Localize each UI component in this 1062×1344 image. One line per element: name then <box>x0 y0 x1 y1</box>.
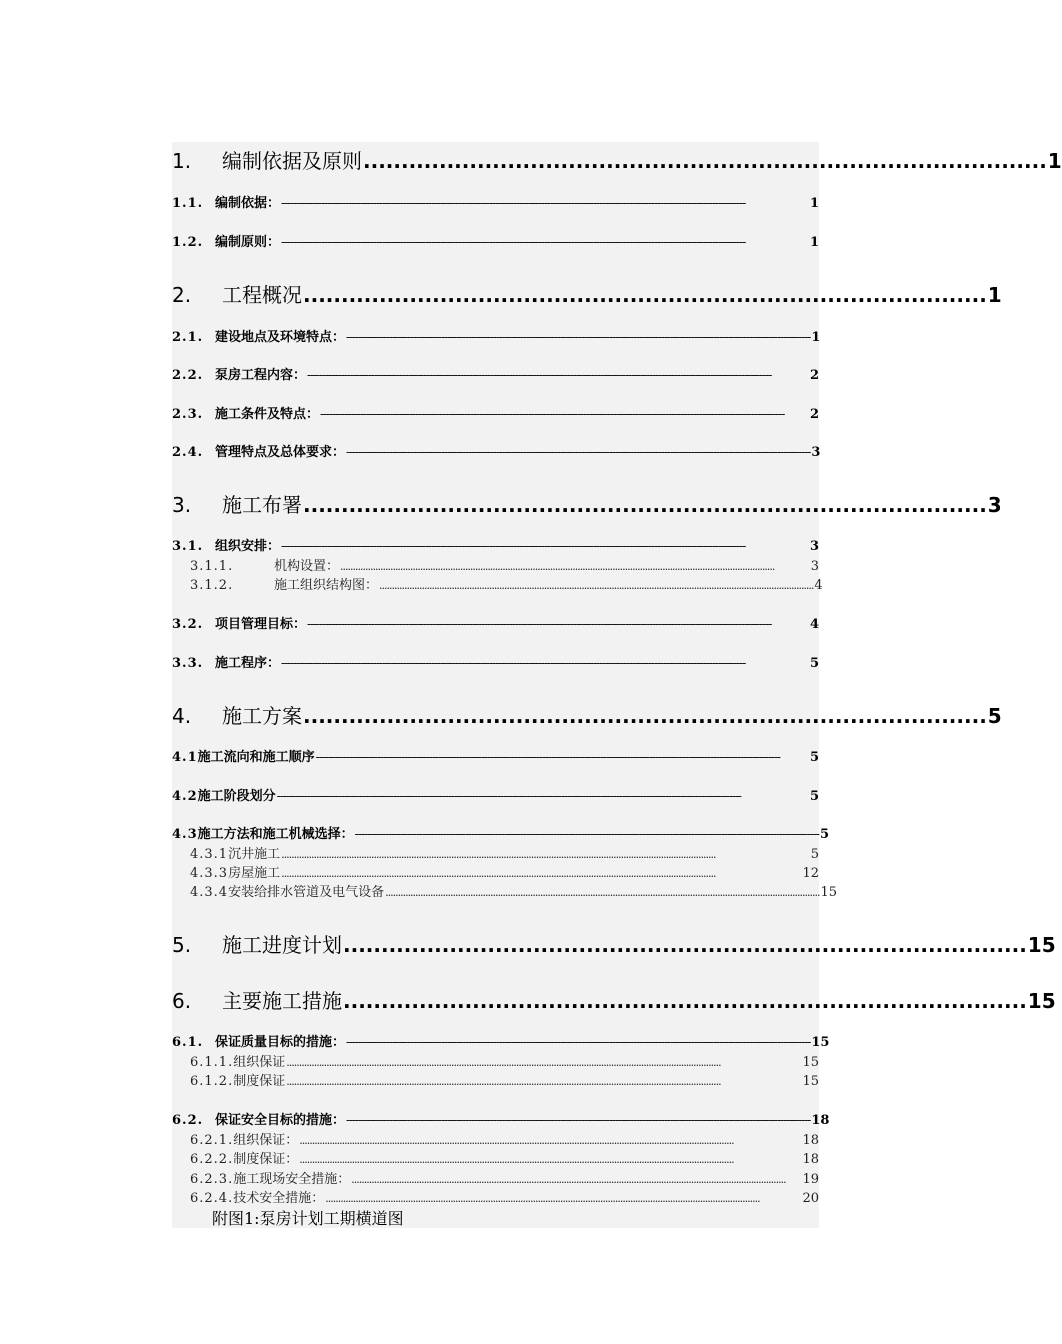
toc-entry-number: 4.3.3 <box>190 866 229 881</box>
toc-entry-number: 2.1. <box>172 330 204 345</box>
toc-entry-6-2-1[interactable] <box>190 1129 819 1148</box>
dot-leader: .......................................................................................... <box>363 149 1047 173</box>
toc-entry-3[interactable] <box>172 489 1002 518</box>
toc-entry-3-1-1[interactable] <box>190 555 819 574</box>
dot-leader: .............................................................................................................................................................................. <box>286 1075 721 1088</box>
toc-entry-number: 4.3.1 <box>190 847 229 862</box>
toc-entry-3-2[interactable] <box>172 613 819 632</box>
toc-entry-2-2[interactable] <box>172 364 819 383</box>
dot-leader: .............................................................................................................................................................................. <box>286 1056 721 1069</box>
toc-entry-1-1[interactable] <box>172 192 819 211</box>
toc-entry-title: 组织保证： <box>233 1133 299 1148</box>
toc-entry-page: 5 <box>810 847 819 862</box>
toc-entry-4[interactable] <box>172 700 1002 729</box>
appendix-line: 附图1:泵房计划工期横道图 <box>212 1209 404 1228</box>
toc-entry-page: 15 <box>802 1055 819 1070</box>
toc-entry-number: 4.3 <box>172 827 198 842</box>
toc-entry-4-3-4[interactable] <box>190 881 838 900</box>
toc-entry-number: 3.1. <box>172 539 204 554</box>
dash-leader: -------------------------------------------------------------------------------------------------------------------------------------------------------- <box>281 656 746 670</box>
toc-entry-number: 2.3. <box>172 407 204 422</box>
toc-entry-number: 6.1. <box>172 1035 204 1050</box>
toc-entry-title: 制度保证： <box>233 1152 299 1167</box>
toc-entry-page: 1 <box>1047 149 1062 173</box>
toc-entry-6-1-1[interactable] <box>190 1051 819 1070</box>
toc-entry-number: 1.1. <box>172 196 204 211</box>
toc-entry-title: 管理特点及总体要求： <box>215 445 346 460</box>
toc-entry-number: 3.3. <box>172 656 204 671</box>
dash-leader: -------------------------------------------------------------------------------------------------------------------------------------------------------- <box>346 445 811 459</box>
toc-entry-title: 保证安全目标的措施： <box>215 1113 346 1128</box>
toc-entry-number: 6.2.2. <box>190 1152 234 1167</box>
toc-entry-6-1[interactable] <box>172 1031 830 1050</box>
toc-entry-page: 1 <box>811 330 821 345</box>
toc-entry-2[interactable] <box>172 279 1002 308</box>
dot-leader: .......................................................................................... <box>303 704 987 728</box>
toc-entry-title: 保证质量目标的措施： <box>215 1035 346 1050</box>
toc-entry-number: 6.2.4. <box>190 1191 234 1206</box>
toc-entry-number: 3.1.2. <box>190 578 234 593</box>
toc-entry-page: 12 <box>802 866 819 881</box>
toc-entry-title: 施工条件及特点： <box>215 407 320 422</box>
toc-entry-page: 15 <box>1027 989 1056 1013</box>
toc-entry-page: 15 <box>1027 933 1056 957</box>
toc-entry-page: 1 <box>809 235 819 250</box>
toc-entry-title: 组织保证 <box>233 1055 286 1070</box>
toc-entry-title: 沉井施工 <box>228 847 281 862</box>
toc-entry-title: 机构设置： <box>274 559 340 574</box>
toc-entry-page: 3 <box>809 539 819 554</box>
toc-entry-title: 施工布署 <box>222 493 302 517</box>
toc-entry-3-1-2[interactable] <box>190 574 823 593</box>
toc-entry-title: 施工方法和施工机械选择： <box>197 827 354 842</box>
toc-entry-title: 建设地点及环境特点： <box>215 330 346 345</box>
toc-entry-page: 4 <box>814 578 823 593</box>
toc-entry-page: 20 <box>802 1191 819 1206</box>
dot-leader: .......................................................................................... <box>303 283 987 307</box>
dot-leader: .............................................................................................................................................................................. <box>299 1153 734 1166</box>
toc-entry-number: 4.3.4 <box>190 885 229 900</box>
dash-leader: -------------------------------------------------------------------------------------------------------------------------------------------------------- <box>346 330 811 344</box>
toc-entry-title: 技术安全措施： <box>233 1191 325 1206</box>
toc-entry-title: 施工组织结构图： <box>274 578 379 593</box>
dot-leader: .............................................................................................................................................................................. <box>325 1192 760 1205</box>
dash-leader: -------------------------------------------------------------------------------------------------------------------------------------------------------- <box>307 368 772 382</box>
toc-entry-number: 2. <box>172 283 192 307</box>
toc-entry-page: 19 <box>802 1172 819 1187</box>
toc-entry-title: 施工现场安全措施： <box>233 1172 351 1187</box>
dot-leader: .............................................................................................................................................................................. <box>351 1173 786 1186</box>
toc-entry-page: 2 <box>809 407 819 422</box>
dot-leader: .............................................................................................................................................................................. <box>340 560 775 573</box>
dot-leader: .............................................................................................................................................................................. <box>385 886 820 899</box>
toc-entry-page: 4 <box>809 617 819 632</box>
toc-entry-number: 2.2. <box>172 368 204 383</box>
toc-entry-number: 6. <box>172 989 192 1013</box>
toc-entry-number: 1. <box>172 149 192 173</box>
toc-entry-title: 施工程序： <box>215 656 281 671</box>
toc-entry-title: 房屋施工 <box>228 866 281 881</box>
toc-entry-page: 5 <box>809 789 819 804</box>
toc-entry-page: 3 <box>811 445 821 460</box>
toc-entry-page: 3 <box>987 493 1002 517</box>
toc-entry-4-1[interactable] <box>172 746 819 765</box>
dot-leader: .............................................................................................................................................................................. <box>281 867 716 880</box>
toc-entry-page: 1 <box>987 283 1002 307</box>
toc-entry-6-1-2[interactable] <box>190 1070 819 1089</box>
toc-entry-2-3[interactable] <box>172 403 819 422</box>
toc-entry-1[interactable] <box>172 145 1062 174</box>
toc-entry-6-2-3[interactable] <box>190 1168 819 1187</box>
dash-leader: -------------------------------------------------------------------------------------------------------------------------------------------------------- <box>354 827 819 841</box>
toc-entry-page: 15 <box>802 1074 819 1089</box>
dot-leader: .............................................................................................................................................................................. <box>379 579 814 592</box>
toc-entry-4-3-3[interactable] <box>190 862 819 881</box>
dot-leader: .............................................................................................................................................................................. <box>281 848 716 861</box>
dot-leader: .......................................................................................... <box>303 493 987 517</box>
toc-entry-number: 6.2.1. <box>190 1133 234 1148</box>
toc-entry-title: 制度保证 <box>233 1074 286 1089</box>
dash-leader: -------------------------------------------------------------------------------------------------------------------------------------------------------- <box>346 1113 811 1127</box>
toc-entry-page: 3 <box>810 559 819 574</box>
table-of-contents <box>172 142 1062 1228</box>
toc-entry-1-2[interactable] <box>172 231 819 250</box>
toc-entry-title: 施工进度计划 <box>222 933 342 957</box>
toc-entry-6-2[interactable] <box>172 1109 830 1128</box>
dash-leader: -------------------------------------------------------------------------------------------------------------------------------------------------------- <box>320 407 785 421</box>
toc-entry-number: 4. <box>172 704 192 728</box>
toc-entry-number: 3.2. <box>172 617 204 632</box>
toc-entry-title: 编制依据及原则 <box>222 149 362 173</box>
toc-entry-number: 4.2 <box>172 789 198 804</box>
toc-entry-title: 施工阶段划分 <box>197 789 276 804</box>
toc-entry-2-1[interactable] <box>172 326 819 345</box>
dash-leader: -------------------------------------------------------------------------------------------------------------------------------------------------------- <box>281 196 746 210</box>
toc-entry-title: 施工流向和施工顺序 <box>197 750 315 765</box>
toc-entry-3-3[interactable] <box>172 652 819 671</box>
toc-entry-number: 6.1.2. <box>190 1074 234 1089</box>
toc-entry-title: 组织安排： <box>215 539 281 554</box>
toc-entry-number: 3. <box>172 493 192 517</box>
toc-entry-title: 工程概况 <box>222 283 302 307</box>
toc-entry-page: 5 <box>809 750 819 765</box>
toc-entry-title: 编制原则： <box>215 235 281 250</box>
dash-leader: -------------------------------------------------------------------------------------------------------------------------------------------------------- <box>315 750 780 764</box>
toc-entry-page: 18 <box>811 1113 830 1128</box>
toc-entry-page: 1 <box>809 196 819 211</box>
toc-entry-number: 1.2. <box>172 235 204 250</box>
dash-leader: -------------------------------------------------------------------------------------------------------------------------------------------------------- <box>307 617 772 631</box>
toc-entry-number: 4.1 <box>172 750 198 765</box>
toc-entry-number: 5. <box>172 933 192 957</box>
toc-entry-page: 5 <box>819 827 829 842</box>
toc-entry-4-3[interactable] <box>172 823 829 842</box>
toc-entry-number: 6.2.3. <box>190 1172 234 1187</box>
toc-entry-number: 6.2. <box>172 1113 204 1128</box>
dash-leader: -------------------------------------------------------------------------------------------------------------------------------------------------------- <box>346 1035 811 1049</box>
toc-entry-6-2-2[interactable] <box>190 1148 819 1167</box>
toc-entry-title: 泵房工程内容： <box>215 368 307 383</box>
toc-entry-4-2[interactable] <box>172 785 819 804</box>
toc-entry-page: 5 <box>987 704 1002 728</box>
toc-entry-page: 15 <box>820 885 838 900</box>
toc-entry-number: 2.4. <box>172 445 204 460</box>
toc-entry-page: 18 <box>802 1133 819 1148</box>
toc-entry-number: 6.1.1. <box>190 1055 234 1070</box>
toc-entry-title: 主要施工措施 <box>222 989 342 1013</box>
toc-entry-title: 安装给排水管道及电气设备 <box>228 885 385 900</box>
toc-entry-page: 2 <box>809 368 819 383</box>
toc-entry-3-1[interactable] <box>172 535 819 554</box>
dash-leader: -------------------------------------------------------------------------------------------------------------------------------------------------------- <box>281 235 746 249</box>
toc-entry-title: 项目管理目标： <box>215 617 307 632</box>
toc-entry-4-3-1[interactable] <box>190 843 819 862</box>
toc-entry-6[interactable] <box>172 985 1056 1014</box>
toc-entry-page: 18 <box>802 1152 819 1167</box>
toc-entry-5[interactable] <box>172 929 1056 958</box>
toc-entry-page: 15 <box>811 1035 830 1050</box>
dot-leader: .......................................................................................... <box>343 933 1027 957</box>
dot-leader: .......................................................................................... <box>343 989 1027 1013</box>
toc-entry-2-4[interactable] <box>172 441 819 460</box>
toc-entry-title: 施工方案 <box>222 704 302 728</box>
dot-leader: .............................................................................................................................................................................. <box>299 1134 734 1147</box>
toc-entry-number: 3.1.1. <box>190 559 234 574</box>
toc-entry-6-2-4[interactable] <box>190 1187 819 1206</box>
dash-leader: -------------------------------------------------------------------------------------------------------------------------------------------------------- <box>281 539 746 553</box>
dash-leader: -------------------------------------------------------------------------------------------------------------------------------------------------------- <box>276 789 741 803</box>
toc-entry-title: 编制依据： <box>215 196 281 211</box>
toc-entry-page: 5 <box>809 656 819 671</box>
